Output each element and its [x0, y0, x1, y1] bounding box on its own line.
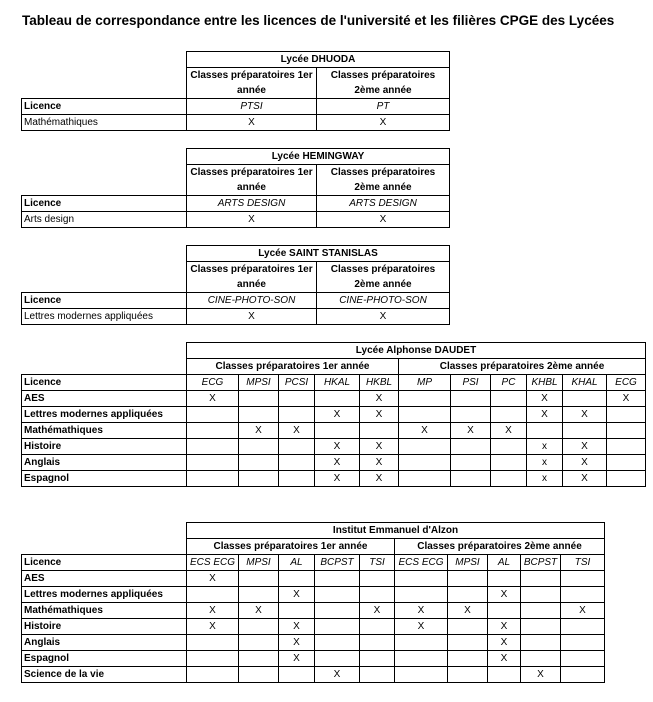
cell-mark: X: [187, 212, 317, 228]
cell-mark: [187, 455, 239, 471]
licence-label: Licence: [22, 555, 187, 571]
column-header: HKBL: [360, 375, 399, 391]
cell-mark: [451, 391, 491, 407]
cell-mark: [279, 439, 315, 455]
cell-mark: X: [239, 603, 279, 619]
cell-mark: [360, 635, 395, 651]
cell-mark: x: [527, 471, 563, 487]
cell-mark: [563, 391, 607, 407]
cell-mark: [239, 471, 279, 487]
cell-mark: [239, 455, 279, 471]
header-prep2: Classes préparatoires: [317, 68, 450, 84]
cell-mark: [399, 471, 451, 487]
cell-mark: X: [187, 619, 239, 635]
cell-mark: X: [315, 407, 360, 423]
header-prep2: Classes préparatoires: [317, 165, 450, 181]
cell-mark: [187, 651, 239, 667]
cell-mark: X: [360, 391, 399, 407]
cell-mark: [491, 439, 527, 455]
cell-mark: [187, 667, 239, 683]
cell-mark: [491, 471, 527, 487]
table-emmanuel-d-alzon: [21, 522, 605, 683]
cell-mark: [448, 587, 488, 603]
licence-label: Licence: [22, 196, 187, 212]
cell-mark: X: [187, 391, 239, 407]
table-row: [22, 619, 605, 635]
cell-mark: X: [563, 439, 607, 455]
header-prep2-year: 2ème année: [317, 180, 450, 196]
table-row: [22, 635, 605, 651]
column-header: ECG: [607, 375, 646, 391]
table-dhuoda: [21, 51, 450, 131]
cell-mark: [448, 619, 488, 635]
cell-mark: [279, 603, 315, 619]
cell-mark: [239, 407, 279, 423]
licence-label: Licence: [22, 375, 187, 391]
cell-mark: [239, 667, 279, 683]
licence-label: Licence: [22, 99, 187, 115]
document-title: Tableau de correspondance entre les licences de l'université et les filières CPGE des Lycées: [22, 13, 615, 28]
cell-mark: X: [360, 439, 399, 455]
cell-mark: [360, 619, 395, 635]
table-hemingway: [21, 148, 450, 228]
cell-mark: [239, 635, 279, 651]
cell-mark: [187, 471, 239, 487]
cell-mark: [315, 619, 360, 635]
column-header: HKAL: [315, 375, 360, 391]
table-row: [22, 423, 646, 439]
table-alphonse-daudet: [21, 342, 646, 487]
cell-mark: [399, 391, 451, 407]
header-prep1: Classes préparatoires 1er: [187, 262, 317, 278]
header-prep1-year: année: [187, 277, 317, 293]
table-row: [22, 455, 646, 471]
column-header: CINE-PHOTO-SON: [317, 293, 450, 309]
cell-mark: x: [527, 455, 563, 471]
licence-name: Mathémathiques: [22, 603, 187, 619]
column-header: BCPST: [521, 555, 561, 571]
header-prep2: Classes préparatoires 2ème année: [395, 539, 605, 555]
column-header: PC: [491, 375, 527, 391]
licence-name: Histoire: [22, 439, 187, 455]
cell-mark: [491, 407, 527, 423]
cell-mark: [527, 423, 563, 439]
school-name: Lycée DHUODA: [187, 52, 450, 68]
column-header: PCSI: [279, 375, 315, 391]
header-prep1: Classes préparatoires 1er année: [187, 359, 399, 375]
cell-mark: X: [360, 603, 395, 619]
table-row: [22, 471, 646, 487]
column-header: ECG: [187, 375, 239, 391]
cell-mark: X: [563, 407, 607, 423]
cell-mark: [187, 635, 239, 651]
cell-mark: [561, 587, 605, 603]
header-prep2-year: 2ème année: [317, 277, 450, 293]
school-name: Lycée Alphonse DAUDET: [187, 343, 646, 359]
cell-mark: X: [448, 603, 488, 619]
cell-mark: X: [317, 115, 450, 131]
column-header: KHAL: [563, 375, 607, 391]
cell-mark: [491, 455, 527, 471]
header-prep1-year: année: [187, 180, 317, 196]
cell-mark: X: [279, 423, 315, 439]
cell-mark: [279, 571, 315, 587]
cell-mark: X: [279, 651, 315, 667]
cell-mark: X: [563, 471, 607, 487]
cell-mark: X: [315, 667, 360, 683]
cell-mark: [239, 619, 279, 635]
cell-mark: [279, 407, 315, 423]
header-prep2: Classes préparatoires: [317, 262, 450, 278]
table-row: [22, 571, 605, 587]
licence-label: Licence: [22, 293, 187, 309]
cell-mark: [239, 439, 279, 455]
cell-mark: [521, 587, 561, 603]
cell-mark: [607, 407, 646, 423]
column-header: CINE-PHOTO-SON: [187, 293, 317, 309]
cell-mark: [451, 455, 491, 471]
cell-mark: X: [317, 212, 450, 228]
cell-mark: [521, 603, 561, 619]
cell-mark: [561, 619, 605, 635]
licence-name: Lettres modernes appliquées: [22, 309, 187, 325]
header-prep1-year: année: [187, 83, 317, 99]
licence-name: Lettres modernes appliquées: [22, 407, 187, 423]
cell-mark: X: [491, 423, 527, 439]
cell-mark: X: [360, 471, 399, 487]
cell-mark: X: [317, 309, 450, 325]
cell-mark: [561, 651, 605, 667]
cell-mark: [187, 439, 239, 455]
column-header: TSI: [561, 555, 605, 571]
cell-mark: X: [239, 423, 279, 439]
cell-mark: [488, 603, 521, 619]
column-header: MPSI: [239, 375, 279, 391]
cell-mark: [239, 571, 279, 587]
table-saint-stanislas: [21, 245, 450, 325]
column-header: KHBL: [527, 375, 563, 391]
cell-mark: [563, 423, 607, 439]
licence-name: Mathémathiques: [22, 423, 187, 439]
table-row: [22, 407, 646, 423]
cell-mark: [187, 407, 239, 423]
cell-mark: [360, 587, 395, 603]
cell-mark: [451, 471, 491, 487]
table-row: [22, 587, 605, 603]
cell-mark: X: [187, 571, 239, 587]
column-header: AL: [279, 555, 315, 571]
cell-mark: [279, 667, 315, 683]
cell-mark: X: [315, 439, 360, 455]
licence-name: Lettres modernes appliquées: [22, 587, 187, 603]
header-prep2: Classes préparatoires 2ème année: [399, 359, 646, 375]
column-header: ARTS DESIGN: [187, 196, 317, 212]
column-header: TSI: [360, 555, 395, 571]
cell-mark: [360, 571, 395, 587]
cell-mark: X: [279, 619, 315, 635]
licence-name: Arts design: [22, 212, 187, 228]
licence-name: Anglais: [22, 635, 187, 651]
table-row: [22, 667, 605, 683]
licence-name: AES: [22, 571, 187, 587]
column-header: ARTS DESIGN: [317, 196, 450, 212]
cell-mark: X: [527, 407, 563, 423]
cell-mark: [239, 651, 279, 667]
cell-mark: [521, 571, 561, 587]
school-name: Institut Emmanuel d'Alzon: [187, 523, 605, 539]
cell-mark: [360, 667, 395, 683]
cell-mark: [561, 667, 605, 683]
column-header: ECS ECG: [187, 555, 239, 571]
cell-mark: X: [488, 619, 521, 635]
cell-mark: X: [315, 471, 360, 487]
cell-mark: [360, 651, 395, 667]
cell-mark: [491, 391, 527, 407]
cell-mark: [451, 407, 491, 423]
cell-mark: X: [488, 635, 521, 651]
cell-mark: [607, 455, 646, 471]
cell-mark: X: [527, 391, 563, 407]
cell-mark: [395, 571, 448, 587]
cell-mark: X: [187, 309, 317, 325]
column-header: ECS ECG: [395, 555, 448, 571]
cell-mark: [315, 423, 360, 439]
column-header: MPSI: [448, 555, 488, 571]
column-header: MPSI: [239, 555, 279, 571]
cell-mark: X: [187, 603, 239, 619]
cell-mark: [448, 635, 488, 651]
cell-mark: X: [315, 455, 360, 471]
cell-mark: X: [279, 587, 315, 603]
column-header: PT: [317, 99, 450, 115]
column-header: MP: [399, 375, 451, 391]
cell-mark: X: [360, 407, 399, 423]
cell-mark: X: [563, 455, 607, 471]
cell-mark: [395, 667, 448, 683]
column-header: PTSI: [187, 99, 317, 115]
cell-mark: [395, 635, 448, 651]
cell-mark: [399, 407, 451, 423]
header-prep1: Classes préparatoires 1er: [187, 165, 317, 181]
school-name: Lycée HEMINGWAY: [187, 149, 450, 165]
cell-mark: [488, 571, 521, 587]
cell-mark: [399, 439, 451, 455]
cell-mark: [360, 423, 399, 439]
cell-mark: [561, 571, 605, 587]
cell-mark: X: [360, 455, 399, 471]
cell-mark: [607, 439, 646, 455]
cell-mark: X: [488, 587, 521, 603]
cell-mark: [561, 635, 605, 651]
cell-mark: X: [395, 619, 448, 635]
cell-mark: [279, 391, 315, 407]
cell-mark: X: [399, 423, 451, 439]
cell-mark: X: [187, 115, 317, 131]
cell-mark: [488, 667, 521, 683]
licence-name: Science de la vie: [22, 667, 187, 683]
cell-mark: [315, 635, 360, 651]
cell-mark: x: [527, 439, 563, 455]
cell-mark: X: [521, 667, 561, 683]
cell-mark: X: [488, 651, 521, 667]
cell-mark: [521, 651, 561, 667]
licence-name: AES: [22, 391, 187, 407]
licence-name: Histoire: [22, 619, 187, 635]
licence-name: Mathémathiques: [22, 115, 187, 131]
table-row: [22, 391, 646, 407]
school-name: Lycée SAINT STANISLAS: [187, 246, 450, 262]
column-header: AL: [488, 555, 521, 571]
cell-mark: [315, 651, 360, 667]
cell-mark: [607, 471, 646, 487]
cell-mark: [279, 471, 315, 487]
cell-mark: [448, 651, 488, 667]
cell-mark: [448, 667, 488, 683]
header-prep1: Classes préparatoires 1er année: [187, 539, 395, 555]
header-prep2-year: 2ème année: [317, 83, 450, 99]
cell-mark: [395, 651, 448, 667]
cell-mark: X: [451, 423, 491, 439]
licence-name: Espagnol: [22, 471, 187, 487]
licence-name: Espagnol: [22, 651, 187, 667]
cell-mark: [315, 391, 360, 407]
table-row: [22, 651, 605, 667]
cell-mark: [239, 587, 279, 603]
cell-mark: [279, 455, 315, 471]
cell-mark: [239, 391, 279, 407]
cell-mark: [607, 423, 646, 439]
cell-mark: [315, 571, 360, 587]
cell-mark: [399, 455, 451, 471]
table-row: [22, 603, 605, 619]
cell-mark: X: [561, 603, 605, 619]
column-header: BCPST: [315, 555, 360, 571]
cell-mark: [395, 587, 448, 603]
licence-name: Anglais: [22, 455, 187, 471]
table-row: [22, 439, 646, 455]
cell-mark: [521, 635, 561, 651]
cell-mark: [187, 587, 239, 603]
cell-mark: [315, 603, 360, 619]
header-prep1: Classes préparatoires 1er: [187, 68, 317, 84]
cell-mark: [315, 587, 360, 603]
cell-mark: [451, 439, 491, 455]
column-header: PSI: [451, 375, 491, 391]
cell-mark: X: [607, 391, 646, 407]
cell-mark: [187, 423, 239, 439]
cell-mark: X: [395, 603, 448, 619]
cell-mark: [448, 571, 488, 587]
cell-mark: X: [279, 635, 315, 651]
cell-mark: [521, 619, 561, 635]
